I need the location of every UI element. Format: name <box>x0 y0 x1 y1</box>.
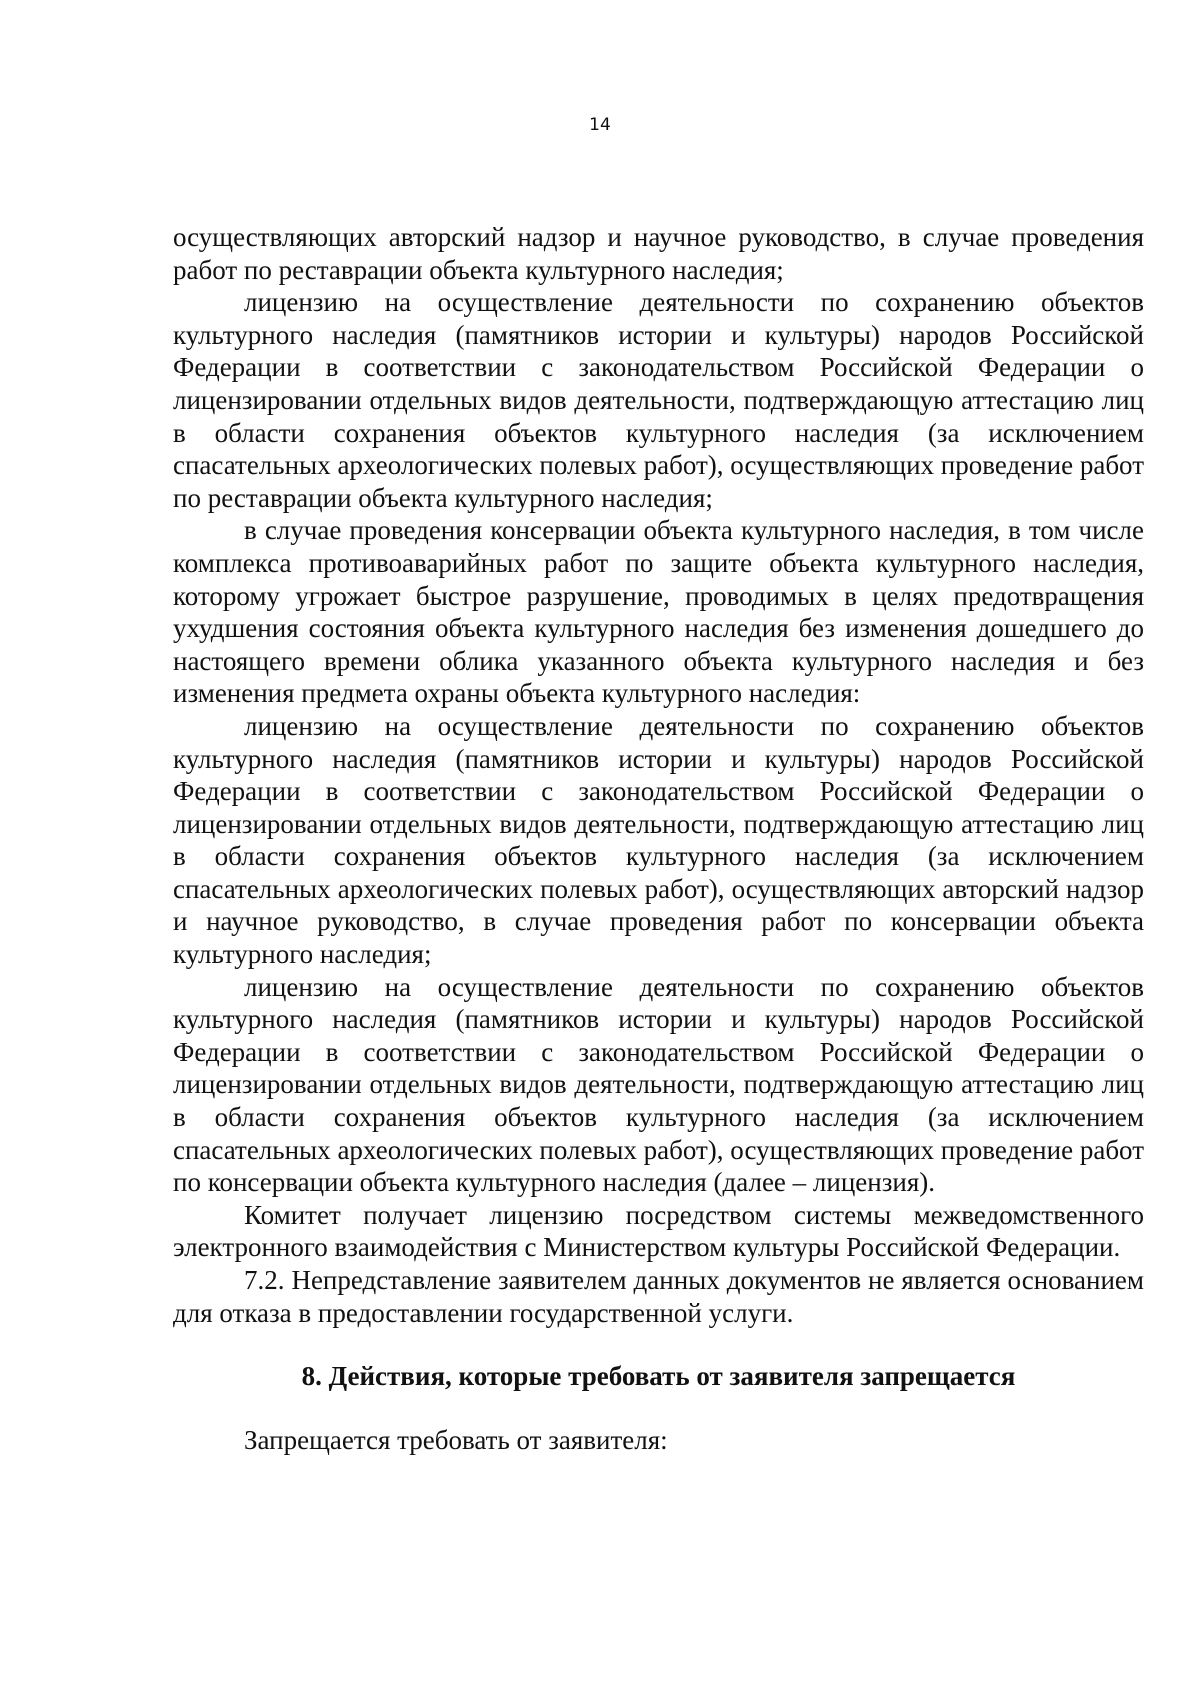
paragraph-license-supervision: лицензию на осуществление деятельности по сохранению объектов культурного наследия (памятников истории и культуры) народов Российской Федерации в соответствии с законодательством Российской Федерации о лицензировании отдельных видов деятельности, подтверждающую аттестацию лиц в области сохранения объектов культурного наследия (за исключением спасательных археологических полевых работ), осуществляющих авторский надзор и научное руководство, в случае проведения работ по консервации объекта культурного наследия; <box>173 710 1144 970</box>
paragraph-conservation-case: в случае проведения консервации объекта культурного наследия, в том числе комплекса противоаварийных работ по защите объекта культурного наследия, которому угрожает быстрое разрушение, проводимых в целях предотвращения ухудшения состояния объекта культурного наследия без изменения дошедшего до настоящего времени облика указанного объекта культурного наследия и без изменения предмета охраны объекта культурного наследия: <box>173 515 1144 709</box>
section-heading: 8. Действия, которые требовать от заявителя запрещается <box>301 1361 1016 1392</box>
paragraph-license-restoration: лицензию на осуществление деятельности по сохранению объектов культурного наследия (памятников истории и культуры) народов Российской Федерации в соответствии с законодательством Российской Федерации о лицензировании отдельных видов деятельности, подтверждающую аттестацию лиц в области сохранения объектов культурного наследия (за исключением спасательных археологических полевых работ), осуществляющих проведение работ по реставрации объекта культурного наследия; <box>173 287 1144 513</box>
page-number: 14 <box>589 115 611 135</box>
paragraph-prohibited: Запрещается требовать от заявителя: <box>244 1424 668 1455</box>
paragraph-license-conservation: лицензию на осуществление деятельности по сохранению объектов культурного наследия (памятников истории и культуры) народов Российской Федерации в соответствии с законодательством Российской Федерации о лицензировании отдельных видов деятельности, подтверждающую аттестацию лиц в области сохранения объектов культурного наследия (за исключением спасательных археологических полевых работ), осуществляющих проведение работ по консервации объекта культурного наследия (далее – лицензия). <box>173 971 1144 1198</box>
paragraph-committee: Комитет получает лицензию посредством системы межведомственного электронного взаимодействия с Министерством культуры Российской Федерации. <box>173 1199 1144 1263</box>
paragraph-7-2: 7.2. Непредставление заявителем данных документов не является основанием для отказа в предоставлении государственной услуги. <box>173 1265 1144 1328</box>
document-body <box>173 221 1144 1456</box>
paragraph-continuation: осуществляющих авторский надзор и научное руководство, в случае проведения работ по реставрации объекта культурного наследия; <box>173 222 1144 285</box>
